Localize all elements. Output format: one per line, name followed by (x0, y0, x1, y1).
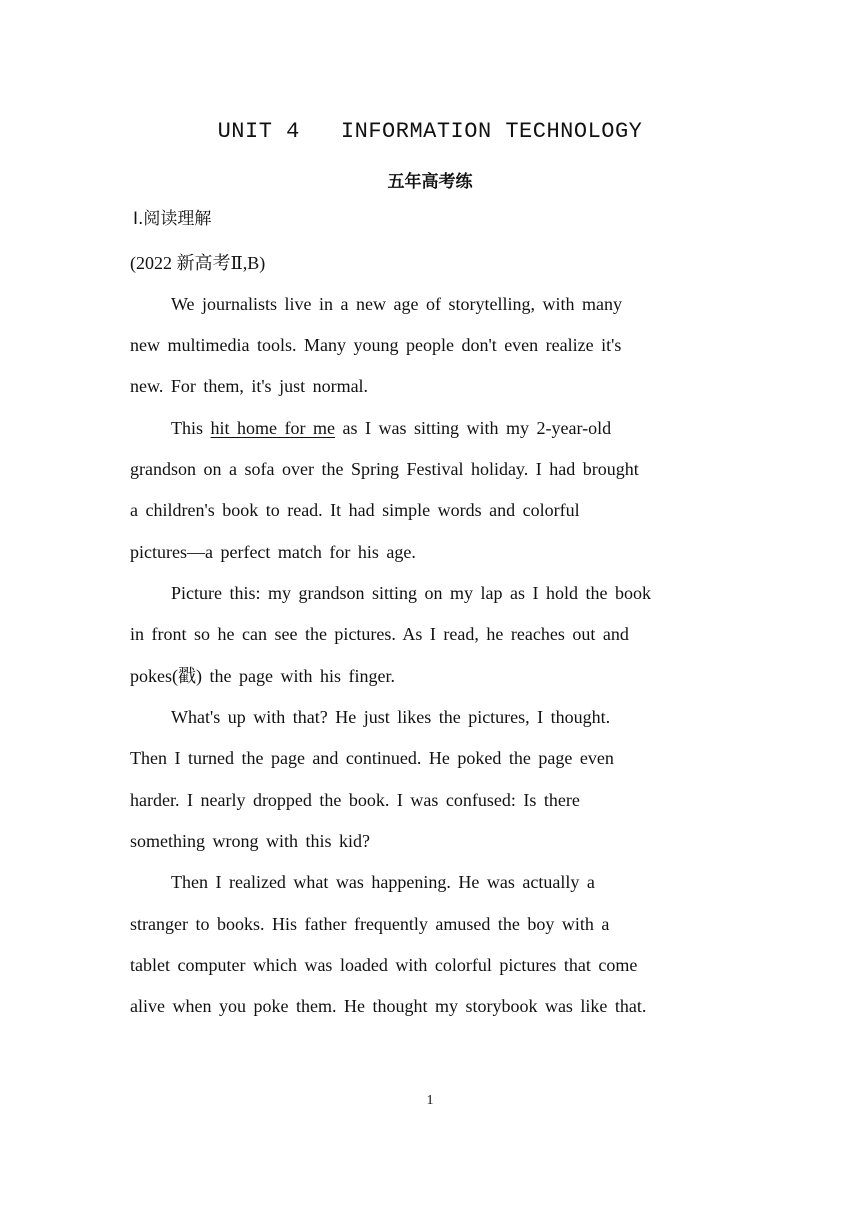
source-citation: (2022 新高考Ⅱ,B) (130, 253, 266, 273)
passage-line-4-end: as I was sitting with my 2-year-old (335, 418, 612, 438)
passage-line-9: in front so he can see the pictures. As I read, he reaches out and (130, 624, 629, 644)
page-number: 1 (426, 1093, 434, 1108)
unit-title: UNIT 4 INFORMATION TECHNOLOGY (217, 119, 643, 144)
passage-line-16: stranger to books. His father frequently amused the boy with a (130, 914, 610, 934)
passage-line-5: grandson on a sofa over the Spring Festival holiday. I had brought (130, 459, 639, 479)
passage-line-18: alive when you poke them. He thought my storybook was like that. (130, 996, 647, 1016)
passage-line-15: Then I realized what was happening. He was actually a (171, 872, 595, 892)
passage-line-8: Picture this: my grandson sitting on my lap as I hold the book (171, 583, 651, 603)
passage-line-6: a children's book to read. It had simple words and colorful (130, 500, 580, 520)
passage-line-4-start: This (171, 418, 211, 438)
passage-line-2: new multimedia tools. Many young people don't even realize it's (130, 335, 622, 355)
passage-line-14: something wrong with this kid? (130, 831, 370, 851)
underlined-phrase: hit home for me (210, 418, 335, 438)
passage-line-11: What's up with that? He just likes the pictures, I thought. (171, 707, 611, 727)
passage-line-10: pokes(戳) the page with his finger. (130, 666, 395, 686)
passage-line-7: pictures—a perfect match for his age. (130, 542, 416, 562)
passage-line-13: harder. I nearly dropped the book. I was confused: Is there (130, 790, 580, 810)
passage-line-12: Then I turned the page and continued. He poked the page even (130, 748, 614, 768)
passage-line-3: new. For them, it's just normal. (130, 376, 369, 396)
passage-line-4 (130, 416, 730, 440)
reading-comprehension-heading: Ⅰ.阅读理解 (133, 209, 212, 229)
section-subtitle: 五年高考练 (387, 172, 473, 192)
passage-line-17: tablet computer which was loaded with colorful pictures that come (130, 955, 638, 975)
passage-line-1: We journalists live in a new age of storytelling, with many (171, 294, 622, 314)
